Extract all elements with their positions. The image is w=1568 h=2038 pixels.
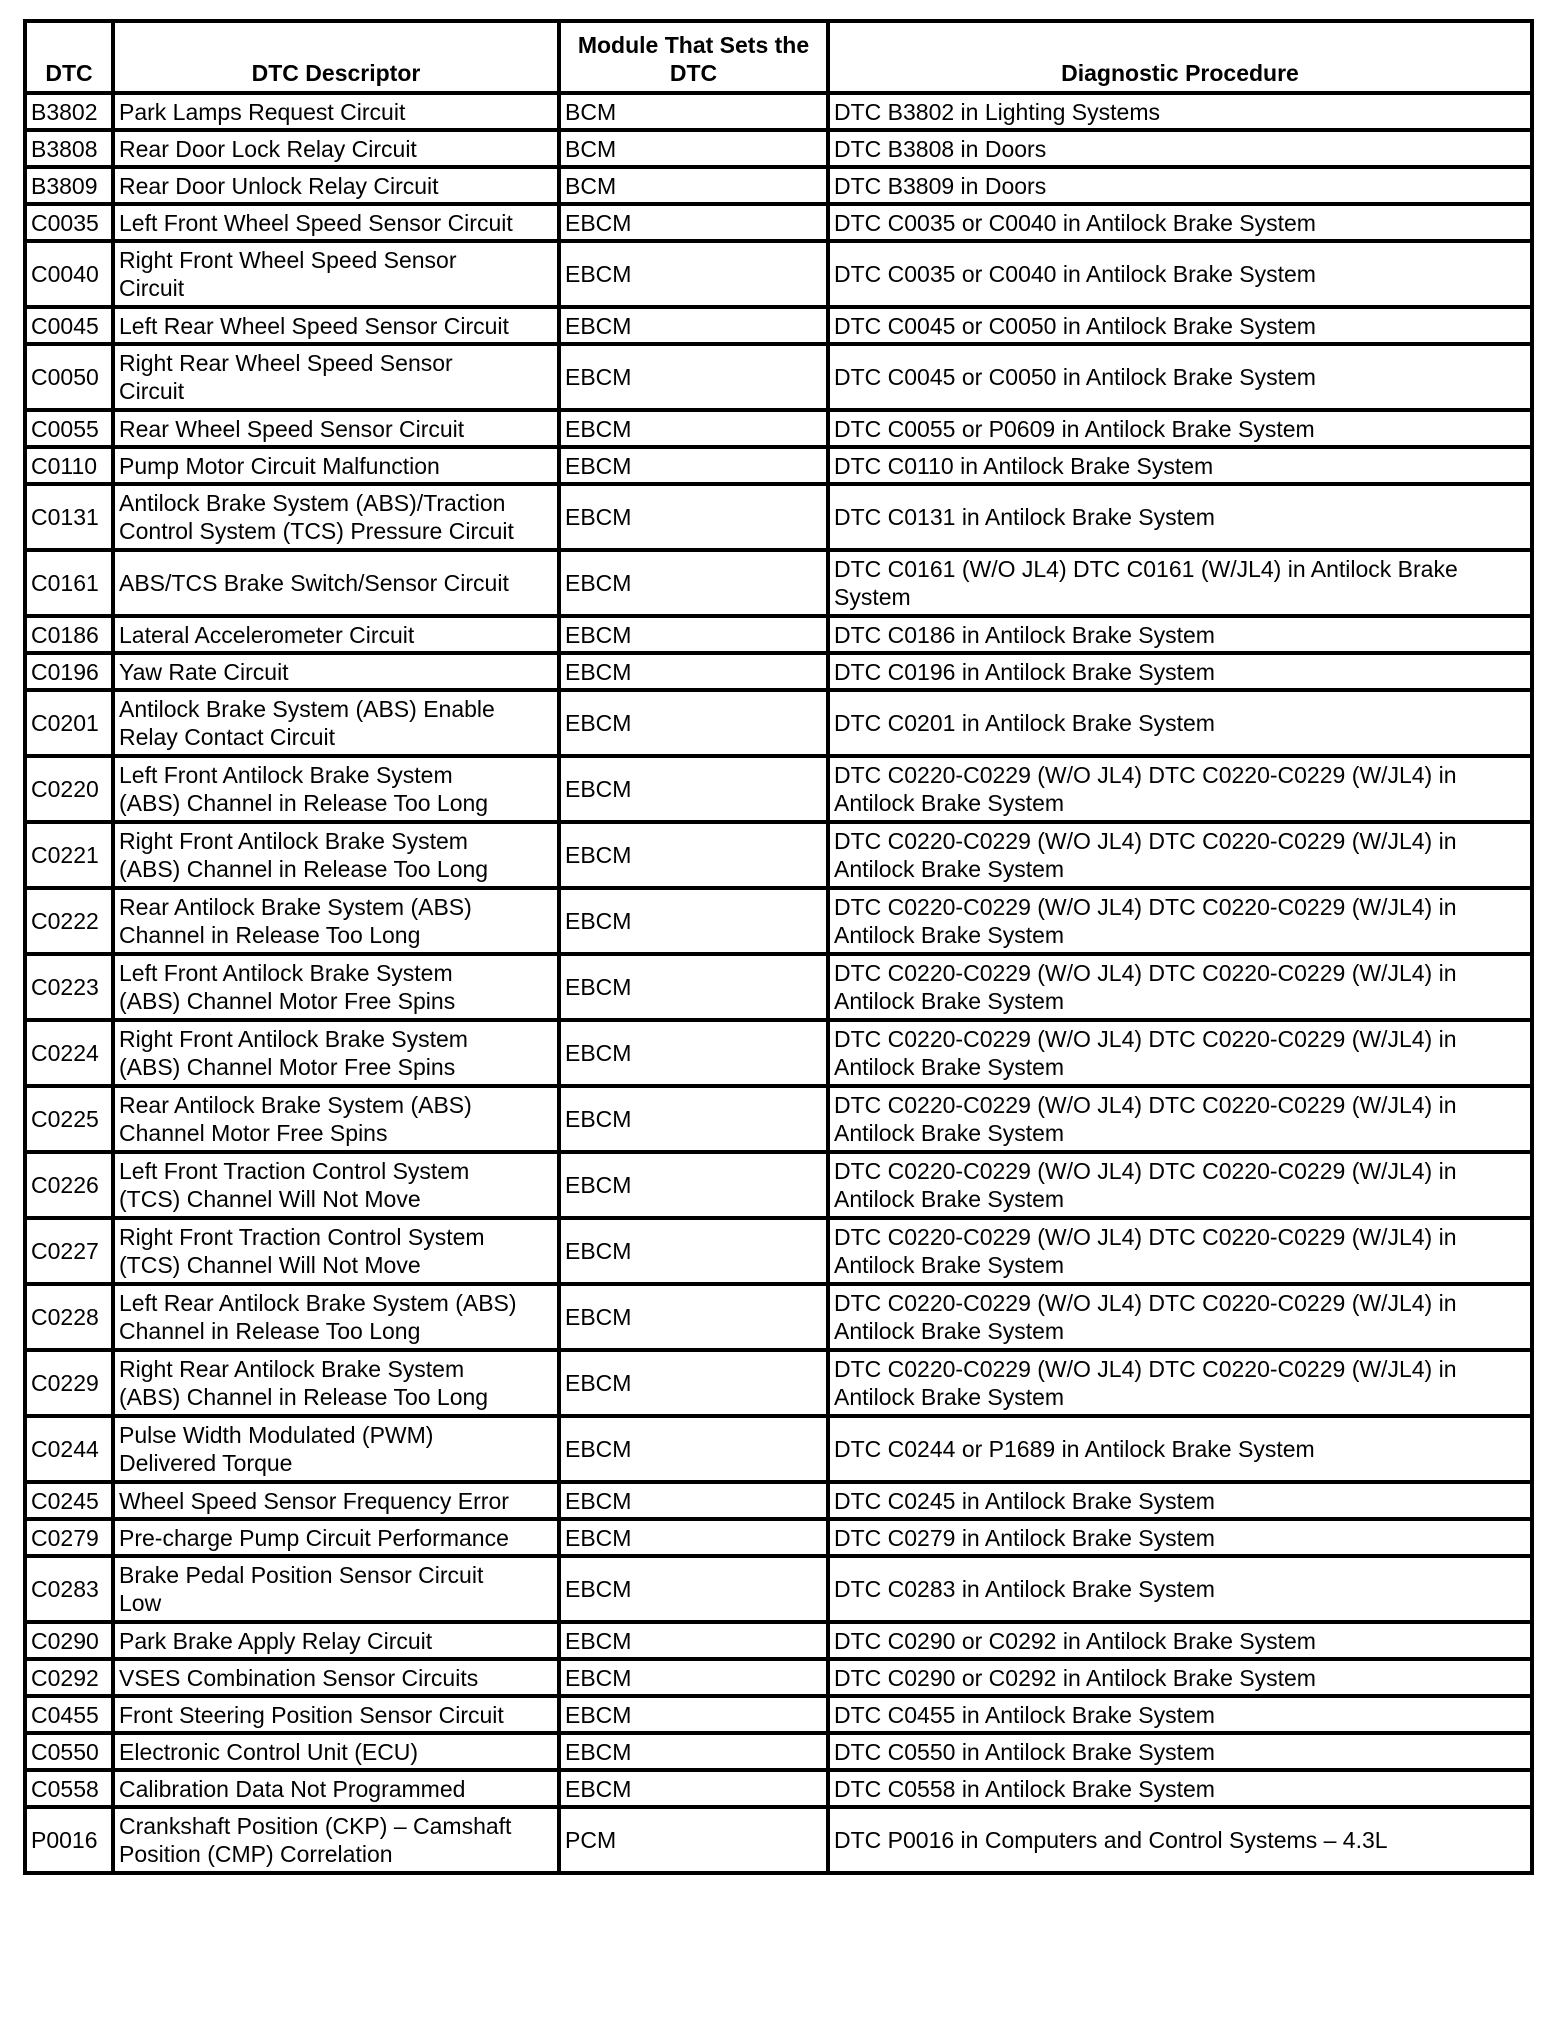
- dtc-cell: C0055: [25, 410, 113, 447]
- header-row: [25, 21, 1532, 93]
- procedure-cell: DTC C0220-C0229 (W/O JL4) DTC C0220-C0229 (W/JL4) in Antilock Brake System: [828, 954, 1532, 1020]
- dtc-cell: C0245: [25, 1482, 113, 1519]
- descriptor-cell: Electronic Control Unit (ECU): [113, 1733, 559, 1770]
- procedure-cell: DTC B3802 in Lighting Systems: [828, 93, 1532, 130]
- table-row: [25, 822, 1532, 888]
- table-row: [25, 1770, 1532, 1807]
- procedure-cell: DTC C0161 (W/O JL4) DTC C0161 (W/JL4) in Antilock Brake System: [828, 550, 1532, 616]
- descriptor-cell: Left Rear Antilock Brake System (ABS) Channel in Release Too Long: [113, 1284, 559, 1350]
- dtc-cell: C0201: [25, 690, 113, 756]
- module-cell: EBCM: [559, 690, 828, 756]
- procedure-cell: DTC C0055 or P0609 in Antilock Brake System: [828, 410, 1532, 447]
- table-body: [25, 93, 1532, 1873]
- dtc-cell: C0050: [25, 344, 113, 410]
- descriptor-cell: Rear Antilock Brake System (ABS) Channel Motor Free Spins: [113, 1086, 559, 1152]
- descriptor-cell: Antilock Brake System (ABS)/Traction Control System (TCS) Pressure Circuit: [113, 484, 559, 550]
- table-row: [25, 1152, 1532, 1218]
- procedure-cell: DTC C0035 or C0040 in Antilock Brake System: [828, 241, 1532, 307]
- procedure-cell: DTC C0290 or C0292 in Antilock Brake System: [828, 1622, 1532, 1659]
- procedure-cell: DTC C0131 in Antilock Brake System: [828, 484, 1532, 550]
- table-row: [25, 1350, 1532, 1416]
- procedure-cell: DTC C0220-C0229 (W/O JL4) DTC C0220-C0229 (W/JL4) in Antilock Brake System: [828, 1350, 1532, 1416]
- module-cell: EBCM: [559, 241, 828, 307]
- dtc-cell: B3809: [25, 167, 113, 204]
- module-cell: BCM: [559, 130, 828, 167]
- descriptor-cell: Calibration Data Not Programmed: [113, 1770, 559, 1807]
- descriptor-cell: ABS/TCS Brake Switch/Sensor Circuit: [113, 550, 559, 616]
- module-cell: EBCM: [559, 616, 828, 653]
- procedure-cell: DTC C0045 or C0050 in Antilock Brake System: [828, 307, 1532, 344]
- dtc-cell: C0040: [25, 241, 113, 307]
- dtc-cell: C0161: [25, 550, 113, 616]
- table-row: [25, 1556, 1532, 1622]
- procedure-cell: DTC C0283 in Antilock Brake System: [828, 1556, 1532, 1622]
- dtc-cell: C0228: [25, 1284, 113, 1350]
- table-row: [25, 616, 1532, 653]
- descriptor-cell: Antilock Brake System (ABS) Enable Relay Contact Circuit: [113, 690, 559, 756]
- table-row: [25, 130, 1532, 167]
- descriptor-cell: Crankshaft Position (CKP) – Camshaft Position (CMP) Correlation: [113, 1807, 559, 1873]
- descriptor-cell: Right Front Traction Control System (TCS) Channel Will Not Move: [113, 1218, 559, 1284]
- table-row: [25, 167, 1532, 204]
- descriptor-cell: Yaw Rate Circuit: [113, 653, 559, 690]
- table-row: [25, 1622, 1532, 1659]
- module-cell: EBCM: [559, 1416, 828, 1482]
- table-row: [25, 204, 1532, 241]
- table-row: [25, 1416, 1532, 1482]
- descriptor-cell: Pre-charge Pump Circuit Performance: [113, 1519, 559, 1556]
- dtc-cell: C0220: [25, 756, 113, 822]
- dtc-cell: C0558: [25, 1770, 113, 1807]
- table-row: [25, 1482, 1532, 1519]
- procedure-cell: DTC C0220-C0229 (W/O JL4) DTC C0220-C0229 (W/JL4) in Antilock Brake System: [828, 822, 1532, 888]
- descriptor-cell: Right Rear Wheel Speed Sensor Circuit: [113, 344, 559, 410]
- table-row: [25, 888, 1532, 954]
- procedure-cell: DTC C0196 in Antilock Brake System: [828, 653, 1532, 690]
- descriptor-cell: Left Front Wheel Speed Sensor Circuit: [113, 204, 559, 241]
- procedure-cell: DTC P0016 in Computers and Control Systems – 4.3L: [828, 1807, 1532, 1873]
- dtc-cell: C0226: [25, 1152, 113, 1218]
- table-row: [25, 1733, 1532, 1770]
- table-row: [25, 410, 1532, 447]
- table-row: [25, 1519, 1532, 1556]
- descriptor-cell: Rear Door Lock Relay Circuit: [113, 130, 559, 167]
- procedure-cell: DTC C0220-C0229 (W/O JL4) DTC C0220-C0229 (W/JL4) in Antilock Brake System: [828, 888, 1532, 954]
- dtc-cell: C0131: [25, 484, 113, 550]
- dtc-cell: C0196: [25, 653, 113, 690]
- module-cell: EBCM: [559, 447, 828, 484]
- dtc-cell: C0035: [25, 204, 113, 241]
- descriptor-cell: Park Brake Apply Relay Circuit: [113, 1622, 559, 1659]
- dtc-table: [23, 19, 1534, 1875]
- module-cell: EBCM: [559, 1519, 828, 1556]
- module-cell: EBCM: [559, 888, 828, 954]
- dtc-cell: C0455: [25, 1696, 113, 1733]
- header-procedure: Diagnostic Procedure: [828, 21, 1532, 93]
- descriptor-cell: Left Front Antilock Brake System (ABS) Channel in Release Too Long: [113, 756, 559, 822]
- dtc-cell: C0045: [25, 307, 113, 344]
- procedure-cell: DTC C0035 or C0040 in Antilock Brake System: [828, 204, 1532, 241]
- module-cell: EBCM: [559, 1770, 828, 1807]
- table-row: [25, 550, 1532, 616]
- descriptor-cell: Park Lamps Request Circuit: [113, 93, 559, 130]
- procedure-cell: DTC C0220-C0229 (W/O JL4) DTC C0220-C0229 (W/JL4) in Antilock Brake System: [828, 1284, 1532, 1350]
- dtc-cell: P0016: [25, 1807, 113, 1873]
- table-row: [25, 690, 1532, 756]
- descriptor-cell: Rear Antilock Brake System (ABS) Channel in Release Too Long: [113, 888, 559, 954]
- procedure-cell: DTC C0279 in Antilock Brake System: [828, 1519, 1532, 1556]
- dtc-cell: C0283: [25, 1556, 113, 1622]
- dtc-cell: C0229: [25, 1350, 113, 1416]
- table-row: [25, 1284, 1532, 1350]
- procedure-cell: DTC C0201 in Antilock Brake System: [828, 690, 1532, 756]
- dtc-cell: C0279: [25, 1519, 113, 1556]
- table-row: [25, 1086, 1532, 1152]
- module-cell: EBCM: [559, 1218, 828, 1284]
- module-cell: EBCM: [559, 1482, 828, 1519]
- descriptor-cell: Right Rear Antilock Brake System (ABS) Channel in Release Too Long: [113, 1350, 559, 1416]
- procedure-cell: DTC C0455 in Antilock Brake System: [828, 1696, 1532, 1733]
- procedure-cell: DTC C0220-C0229 (W/O JL4) DTC C0220-C0229 (W/JL4) in Antilock Brake System: [828, 1020, 1532, 1086]
- dtc-cell: C0186: [25, 616, 113, 653]
- procedure-cell: DTC C0220-C0229 (W/O JL4) DTC C0220-C0229 (W/JL4) in Antilock Brake System: [828, 1152, 1532, 1218]
- module-cell: BCM: [559, 93, 828, 130]
- procedure-cell: DTC C0558 in Antilock Brake System: [828, 1770, 1532, 1807]
- dtc-cell: C0244: [25, 1416, 113, 1482]
- descriptor-cell: Wheel Speed Sensor Frequency Error: [113, 1482, 559, 1519]
- table-row: [25, 653, 1532, 690]
- descriptor-cell: Left Front Antilock Brake System (ABS) Channel Motor Free Spins: [113, 954, 559, 1020]
- procedure-cell: DTC C0220-C0229 (W/O JL4) DTC C0220-C0229 (W/JL4) in Antilock Brake System: [828, 1086, 1532, 1152]
- dtc-cell: C0223: [25, 954, 113, 1020]
- descriptor-cell: Left Front Traction Control System (TCS) Channel Will Not Move: [113, 1152, 559, 1218]
- module-cell: EBCM: [559, 954, 828, 1020]
- dtc-cell: C0227: [25, 1218, 113, 1284]
- module-cell: EBCM: [559, 1696, 828, 1733]
- module-cell: PCM: [559, 1807, 828, 1873]
- table-row: [25, 307, 1532, 344]
- dtc-cell: C0290: [25, 1622, 113, 1659]
- dtc-cell: C0221: [25, 822, 113, 888]
- procedure-cell: DTC B3808 in Doors: [828, 130, 1532, 167]
- descriptor-cell: Right Front Antilock Brake System (ABS) Channel in Release Too Long: [113, 822, 559, 888]
- procedure-cell: DTC B3809 in Doors: [828, 167, 1532, 204]
- descriptor-cell: Lateral Accelerometer Circuit: [113, 616, 559, 653]
- descriptor-cell: Rear Wheel Speed Sensor Circuit: [113, 410, 559, 447]
- module-cell: BCM: [559, 167, 828, 204]
- module-cell: EBCM: [559, 653, 828, 690]
- dtc-cell: C0224: [25, 1020, 113, 1086]
- descriptor-cell: VSES Combination Sensor Circuits: [113, 1659, 559, 1696]
- table-row: [25, 484, 1532, 550]
- module-cell: EBCM: [559, 1284, 828, 1350]
- module-cell: EBCM: [559, 1733, 828, 1770]
- descriptor-cell: Right Front Antilock Brake System (ABS) Channel Motor Free Spins: [113, 1020, 559, 1086]
- procedure-cell: DTC C0245 in Antilock Brake System: [828, 1482, 1532, 1519]
- procedure-cell: DTC C0220-C0229 (W/O JL4) DTC C0220-C0229 (W/JL4) in Antilock Brake System: [828, 756, 1532, 822]
- descriptor-cell: Pulse Width Modulated (PWM) Delivered Torque: [113, 1416, 559, 1482]
- header-dtc: DTC: [25, 21, 113, 93]
- procedure-cell: DTC C0110 in Antilock Brake System: [828, 447, 1532, 484]
- table-row: [25, 344, 1532, 410]
- procedure-cell: DTC C0045 or C0050 in Antilock Brake System: [828, 344, 1532, 410]
- dtc-cell: B3808: [25, 130, 113, 167]
- table-row: [25, 1218, 1532, 1284]
- table-row: [25, 1807, 1532, 1873]
- table-row: [25, 447, 1532, 484]
- header-descriptor: DTC Descriptor: [113, 21, 559, 93]
- descriptor-cell: Front Steering Position Sensor Circuit: [113, 1696, 559, 1733]
- module-cell: EBCM: [559, 550, 828, 616]
- dtc-cell: C0225: [25, 1086, 113, 1152]
- module-cell: EBCM: [559, 1020, 828, 1086]
- module-cell: EBCM: [559, 756, 828, 822]
- header-module: Module That Sets the DTC: [559, 21, 828, 93]
- table-row: [25, 756, 1532, 822]
- table-row: [25, 93, 1532, 130]
- table-row: [25, 1696, 1532, 1733]
- table-row: [25, 1659, 1532, 1696]
- module-cell: EBCM: [559, 1086, 828, 1152]
- module-cell: EBCM: [559, 204, 828, 241]
- table-row: [25, 954, 1532, 1020]
- dtc-cell: B3802: [25, 93, 113, 130]
- dtc-cell: C0550: [25, 1733, 113, 1770]
- descriptor-cell: Right Front Wheel Speed Sensor Circuit: [113, 241, 559, 307]
- procedure-cell: DTC C0186 in Antilock Brake System: [828, 616, 1532, 653]
- module-cell: EBCM: [559, 822, 828, 888]
- table-row: [25, 1020, 1532, 1086]
- procedure-cell: DTC C0290 or C0292 in Antilock Brake System: [828, 1659, 1532, 1696]
- procedure-cell: DTC C0550 in Antilock Brake System: [828, 1733, 1532, 1770]
- descriptor-cell: Pump Motor Circuit Malfunction: [113, 447, 559, 484]
- module-cell: EBCM: [559, 410, 828, 447]
- module-cell: EBCM: [559, 1556, 828, 1622]
- module-cell: EBCM: [559, 1152, 828, 1218]
- descriptor-cell: Rear Door Unlock Relay Circuit: [113, 167, 559, 204]
- module-cell: EBCM: [559, 344, 828, 410]
- dtc-cell: C0110: [25, 447, 113, 484]
- procedure-cell: DTC C0220-C0229 (W/O JL4) DTC C0220-C0229 (W/JL4) in Antilock Brake System: [828, 1218, 1532, 1284]
- descriptor-cell: Brake Pedal Position Sensor Circuit Low: [113, 1556, 559, 1622]
- dtc-cell: C0292: [25, 1659, 113, 1696]
- procedure-cell: DTC C0244 or P1689 in Antilock Brake System: [828, 1416, 1532, 1482]
- dtc-cell: C0222: [25, 888, 113, 954]
- module-cell: EBCM: [559, 1622, 828, 1659]
- module-cell: EBCM: [559, 484, 828, 550]
- module-cell: EBCM: [559, 1659, 828, 1696]
- module-cell: EBCM: [559, 307, 828, 344]
- descriptor-cell: Left Rear Wheel Speed Sensor Circuit: [113, 307, 559, 344]
- module-cell: EBCM: [559, 1350, 828, 1416]
- table-row: [25, 241, 1532, 307]
